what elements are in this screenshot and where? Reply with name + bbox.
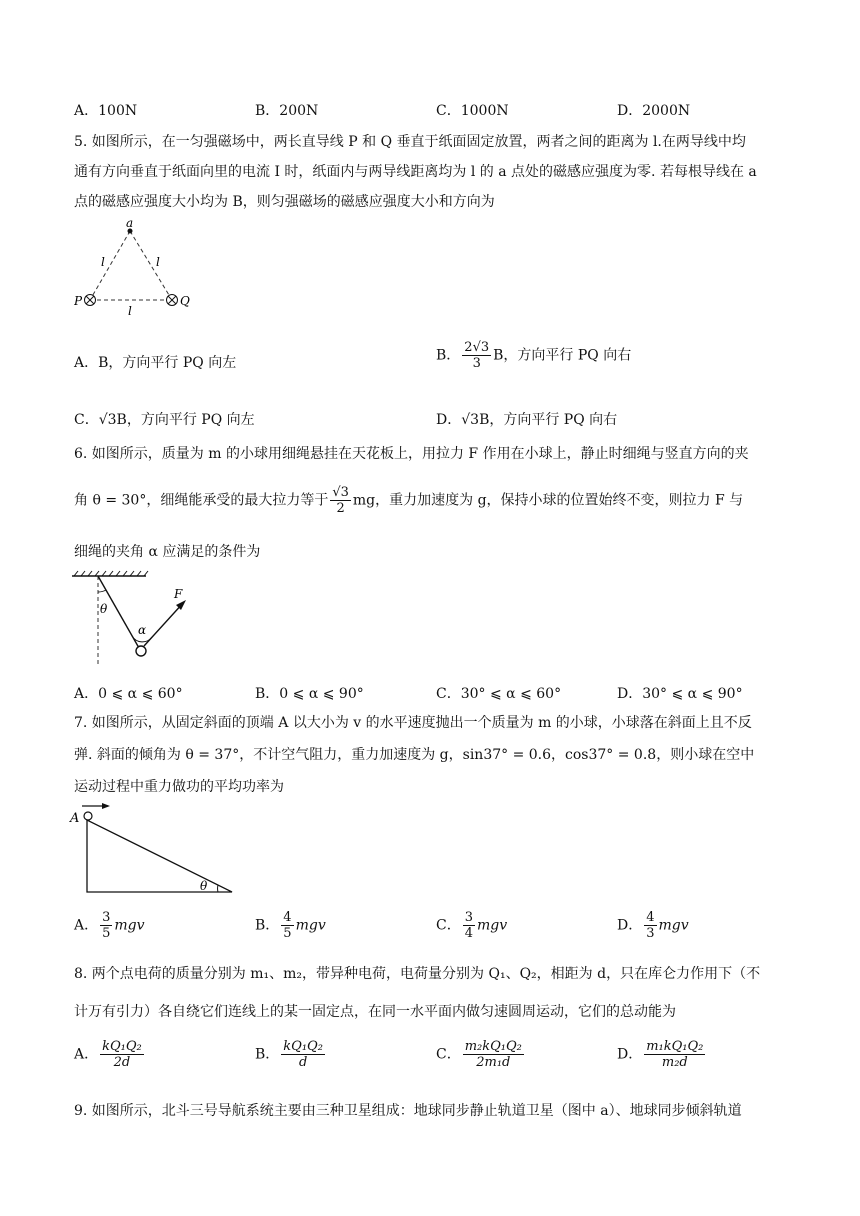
q7-incline-figure: [68, 798, 238, 898]
q5-option-b: B． $\frac{2√3}{3}$ B，方向平行 PQ 向右: [436, 340, 632, 371]
wire-p-into-page-icon: [85, 295, 96, 306]
q5-option-c: C．√3B，方向平行 PQ 向左: [74, 412, 255, 428]
q6-option-b: B．0 ⩽ α ⩽ 90°: [255, 686, 364, 702]
q8-option-a: A． $\frac{\text{kQ₁Q₂}}{2d}$: [74, 1039, 142, 1070]
q8-stem-line-2: 计万有引力）各自绕它们连线上的某一固定点，在同一水平面内做匀速圆周运动，它们的总动能为: [74, 1004, 676, 1020]
q5-wire-triangle-figure: [74, 218, 224, 318]
label-f: F: [174, 587, 183, 601]
q6-option-a: A．0 ⩽ α ⩽ 60°: [74, 686, 183, 702]
q6-option-d: D．30° ⩽ α ⩽ 90°: [617, 686, 743, 702]
q8-option-d: D． $\frac{\text{m₁kQ₁Q₂}}{\text{m₂d}}$: [617, 1039, 704, 1070]
q6-stem-line-3: 细绳的夹角 α 应满足的条件为: [74, 544, 261, 560]
label-theta: θ: [100, 602, 108, 616]
label-a: A: [70, 811, 80, 826]
label-l-left: l: [101, 255, 105, 269]
q5-option-b-fraction: $\frac{2√3}{3}$: [464, 340, 490, 371]
incline-triangle: [87, 820, 232, 892]
ball: [136, 646, 146, 656]
label-l-bottom: l: [128, 304, 132, 318]
q6-stem-line-1: 6. 如图所示，质量为 m 的小球用细绳悬挂在天花板上，用拉力 F 作用在小球上，静止时细绳与竖直方向的夹: [74, 446, 749, 462]
velocity-arrowhead: [102, 803, 110, 809]
q5-option-d: D．√3B，方向平行 PQ 向右: [436, 412, 618, 428]
q8-option-c: C． $\frac{\text{m₂kQ₁Q₂}}{\text{2m₁d}}$: [436, 1039, 522, 1070]
q5-stem-line-2: 通有方向垂直于纸面向里的电流 I 时，纸面内与两导线距离均为 l 的 a 点处的磁感应强度为零. 若每根导线在 a: [74, 164, 757, 180]
q8-stem-line-1: 8. 两个点电荷的质量分别为 m₁、m₂，带异种电荷，电荷量分别为 Q₁、Q₂，相距为 d，只在库仑力作用下（不: [74, 966, 761, 982]
q6-option-c: C．30° ⩽ α ⩽ 60°: [436, 686, 562, 702]
q9-stem-line-1: 9. 如图所示，北斗三号导航系统主要由三种卫星组成：地球同步静止轨道卫星（图中 a）、地球同步倾斜轨道: [74, 1103, 742, 1119]
label-l-right: l: [156, 255, 160, 269]
q6-hanging-ball-figure: [70, 570, 200, 670]
q6-stem-line-2: 角 θ = 30°，细绳能承受的最大拉力等于 $\frac{√3}{2}$ mg，重力加速度为 g，保持小球的位置始终不变，则拉力 F 与: [74, 485, 744, 516]
q4-option-d: D．2000N: [617, 103, 691, 119]
wire-q-into-page-icon: [167, 295, 178, 306]
label-q: Q: [180, 294, 190, 308]
q7-stem-line-2: 弹. 斜面的倾角为 θ = 37°，不计空气阻力，重力加速度为 g，sin37° = 0.6，cos37° = 0.8，则小球在空中: [74, 747, 755, 763]
q7-stem-line-3: 运动过程中重力做功的平均功率为: [74, 779, 284, 795]
q6-stem-fraction: $\frac{√3}{2}$: [332, 485, 349, 516]
q4-option-c: C．1000N: [436, 103, 509, 119]
q7-stem-line-1: 7. 如图所示，从固定斜面的顶端 A 以大小为 v 的水平速度抛出一个质量为 m 的小球，小球落在斜面上且不反: [74, 715, 752, 731]
q7-option-d: D． $\frac{4}{3}$ mgv: [617, 910, 689, 941]
ball: [84, 812, 92, 820]
label-p: P: [74, 294, 83, 308]
q5-stem-line-1: 5. 如图所示，在一匀强磁场中，两长直导线 P 和 Q 垂直于纸面固定放置，两者之间的距离为 l.在两导线中均: [74, 134, 746, 150]
q7-option-b: B． $\frac{4}{5}$ mgv: [255, 910, 326, 941]
q5-stem-line-3: 点的磁感应强度大小均为 B，则匀强磁场的磁感应强度大小和方向为: [74, 194, 495, 210]
q4-option-b: B．200N: [255, 103, 319, 119]
label-a: a: [126, 218, 134, 230]
label-alpha: α: [138, 623, 147, 637]
q4-option-a: A．100N: [74, 103, 138, 119]
q8-option-b: B． $\frac{\text{kQ₁Q₂}}{d}$: [255, 1039, 323, 1070]
q7-option-a: A． $\frac{3}{5}$ mgv: [74, 910, 145, 941]
triangle-side-left: [90, 231, 130, 300]
label-theta: θ: [200, 879, 208, 893]
q7-option-c: C． $\frac{3}{4}$ mgv: [436, 910, 508, 941]
q5-option-a: A．B，方向平行 PQ 向左: [74, 355, 237, 371]
triangle-side-right: [130, 231, 172, 300]
theta-arc: [98, 590, 106, 592]
